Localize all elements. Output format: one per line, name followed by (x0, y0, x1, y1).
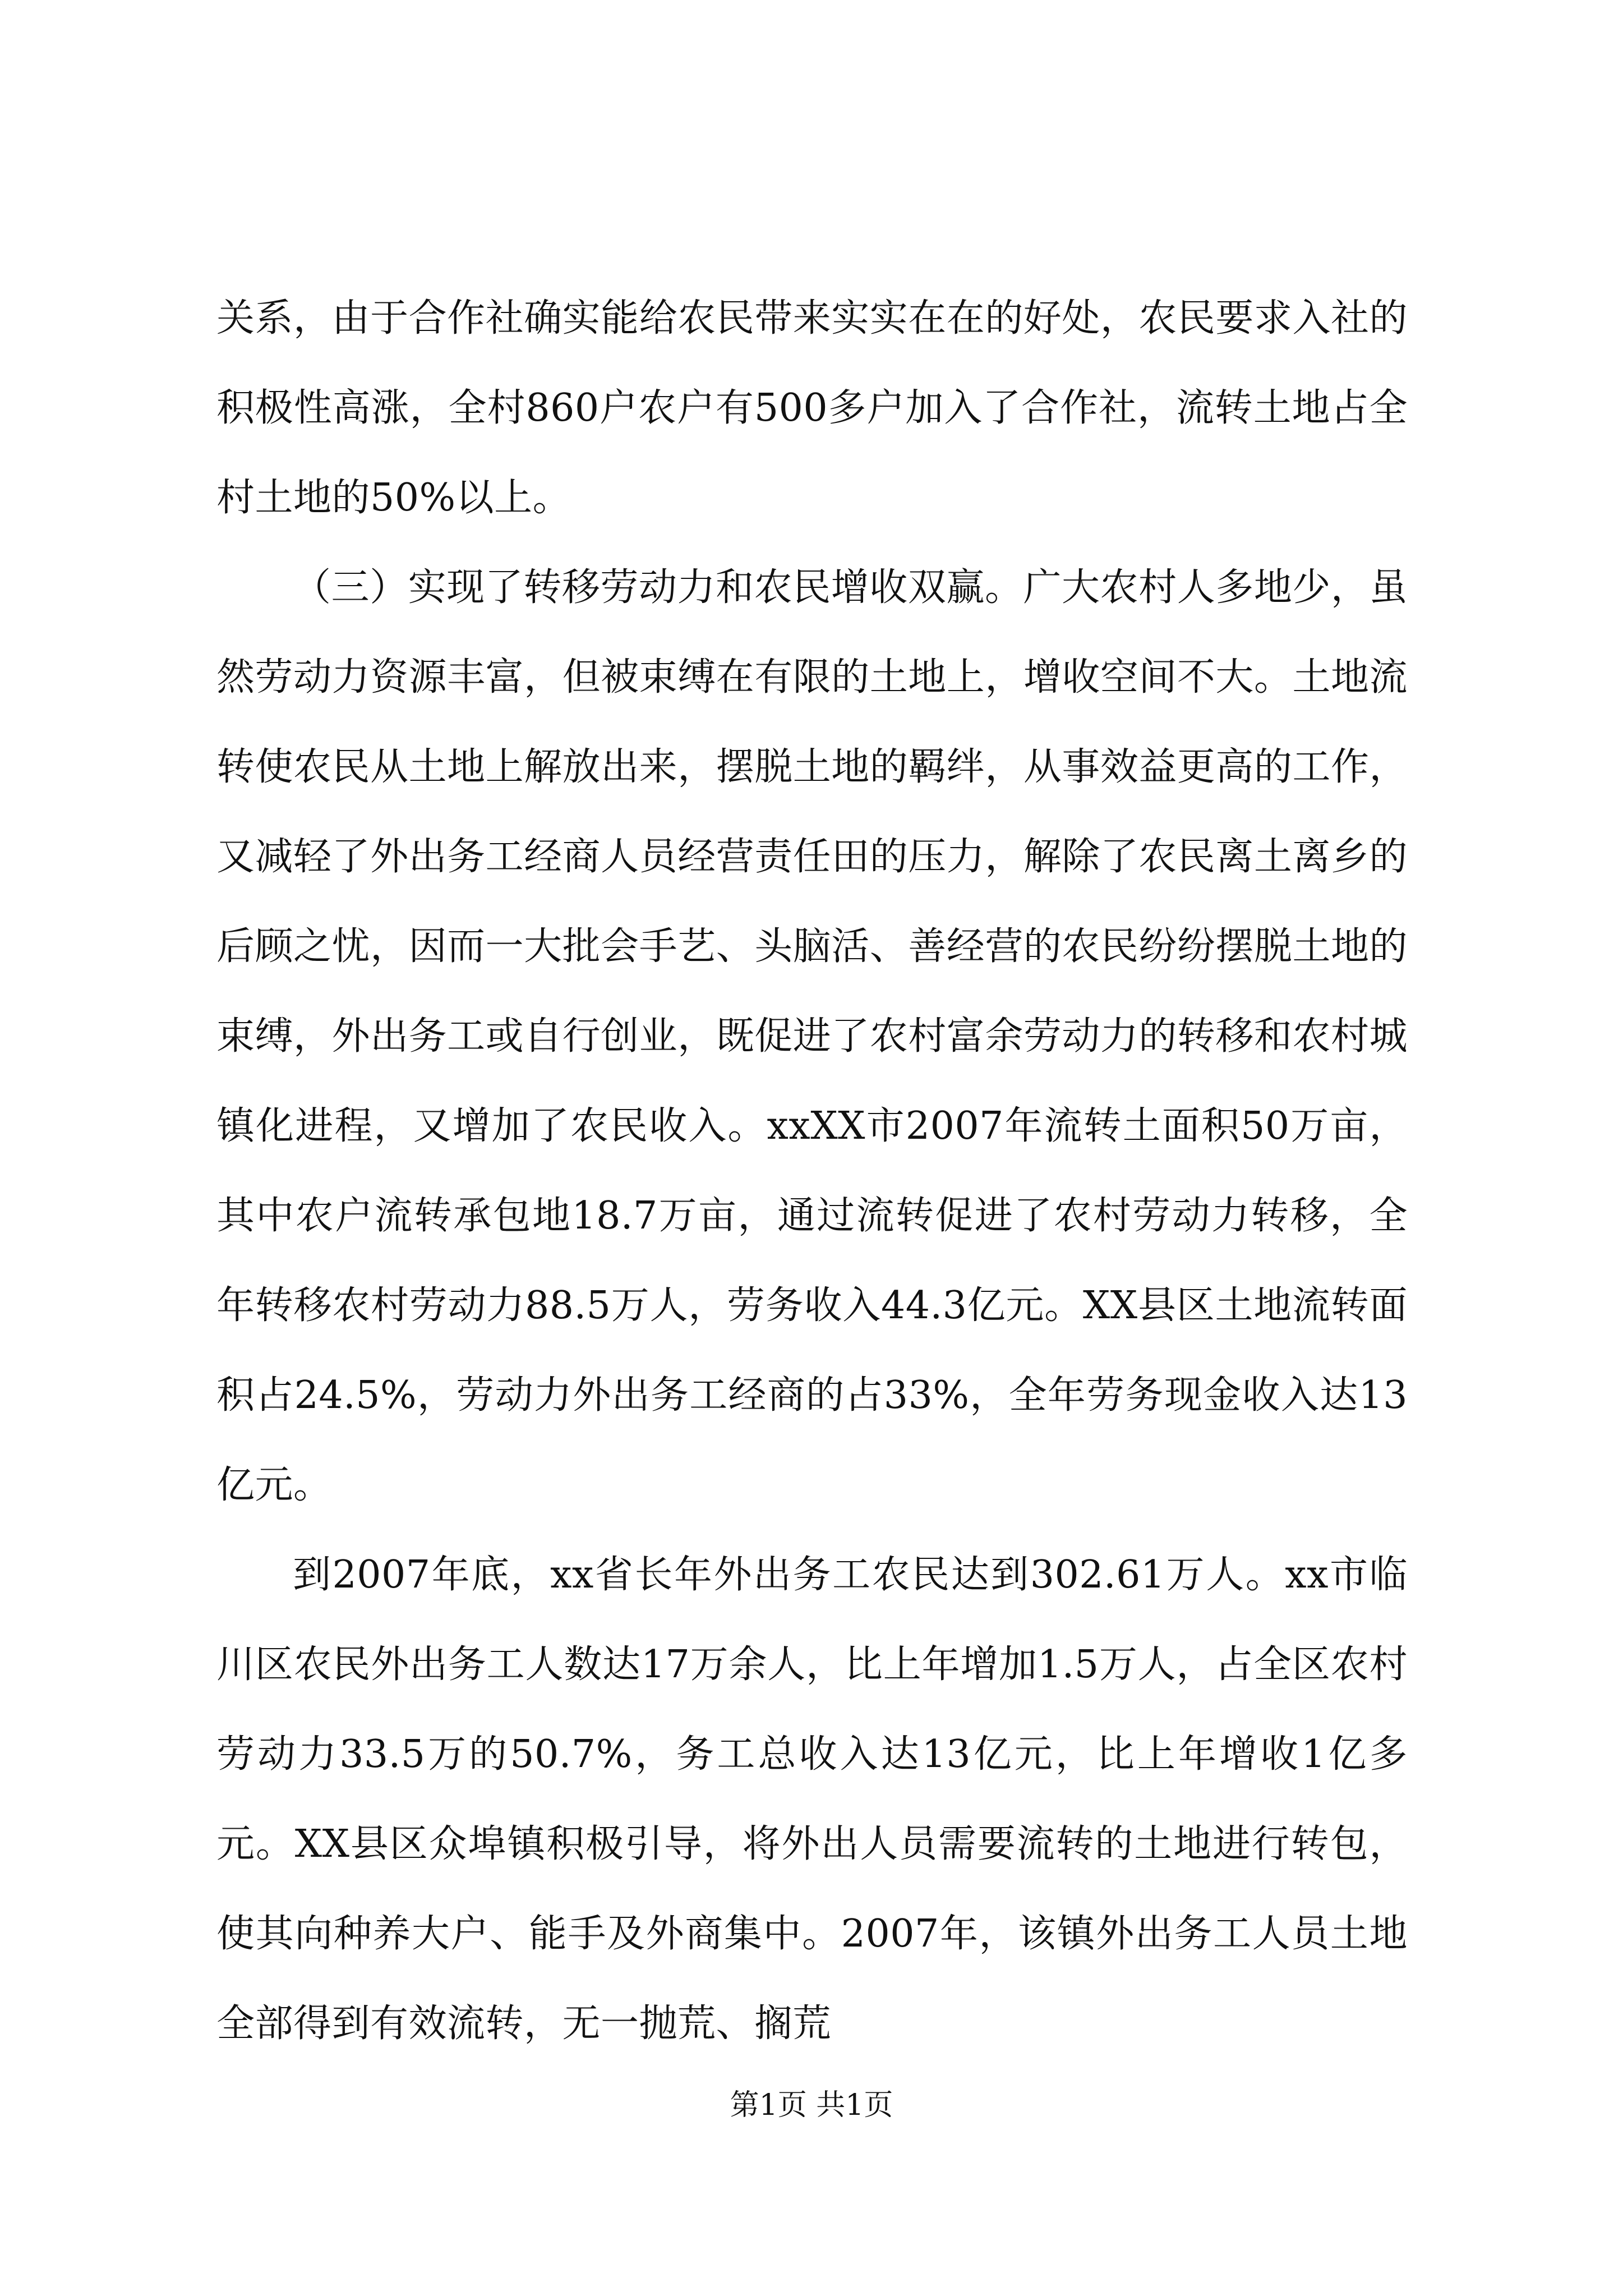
document-body (216, 274, 1408, 2069)
page-number-footer: 第1页 共1页 (730, 2088, 893, 2122)
paragraph-continuation: 关系，由于合作社确实能给农民带来实实在在的好处，农民要求入社的积极性高涨，全村860户农户有500多户加入了合作社，流转土地占全村土地的50%以上。 (216, 296, 1408, 520)
paragraph-section-three: （三）实现了转移劳动力和农民增收双赢。广大农村人多地少，虽然劳动力资源丰富，但被束缚在有限的土地上，增收空间不大。土地流转使农民从土地上解放出来，摆脱土地的羁绊，从事效益更高的工作，又减轻了外出务工经商人员经营责任田的压力，解除了农民离土离乡的后顾之忧，因而一大批会手艺、头脑活、善经营的农民纷纷摆脱土地的束缚，外出务工或自行创业，既促进了农村富余劳动力的转移和农村城镇化进程，又增加了农民收入。xxXX市2007年流转土面积50万亩，其中农户流转承包地18.7万亩，通过流转促进了农村劳动力转移，全年转移农村劳动力88.5万人，劳务收入44.3亿元。XX县区土地流转面积占24.5%，劳动力外出务工经商的占33%，全年劳务现金收入达13亿元。 (216, 565, 1408, 1507)
paragraph-migrant-workers: 到2007年底，xx省长年外出务工农民达到302.61万人。xx市临川区农民外出务工人数达17万余人，比上年增加1.5万人，占全区农村劳动力33.5万的50.7%，务工总收入达13亿元，比上年增收1亿多元。XX县区众埠镇积极引导，将外出人员需要流转的土地进行转包，使其向种养大户、能手及外商集中。2007年，该镇外出务工人员土地全部得到有效流转，无一抛荒、搁荒 (216, 1553, 1408, 2046)
